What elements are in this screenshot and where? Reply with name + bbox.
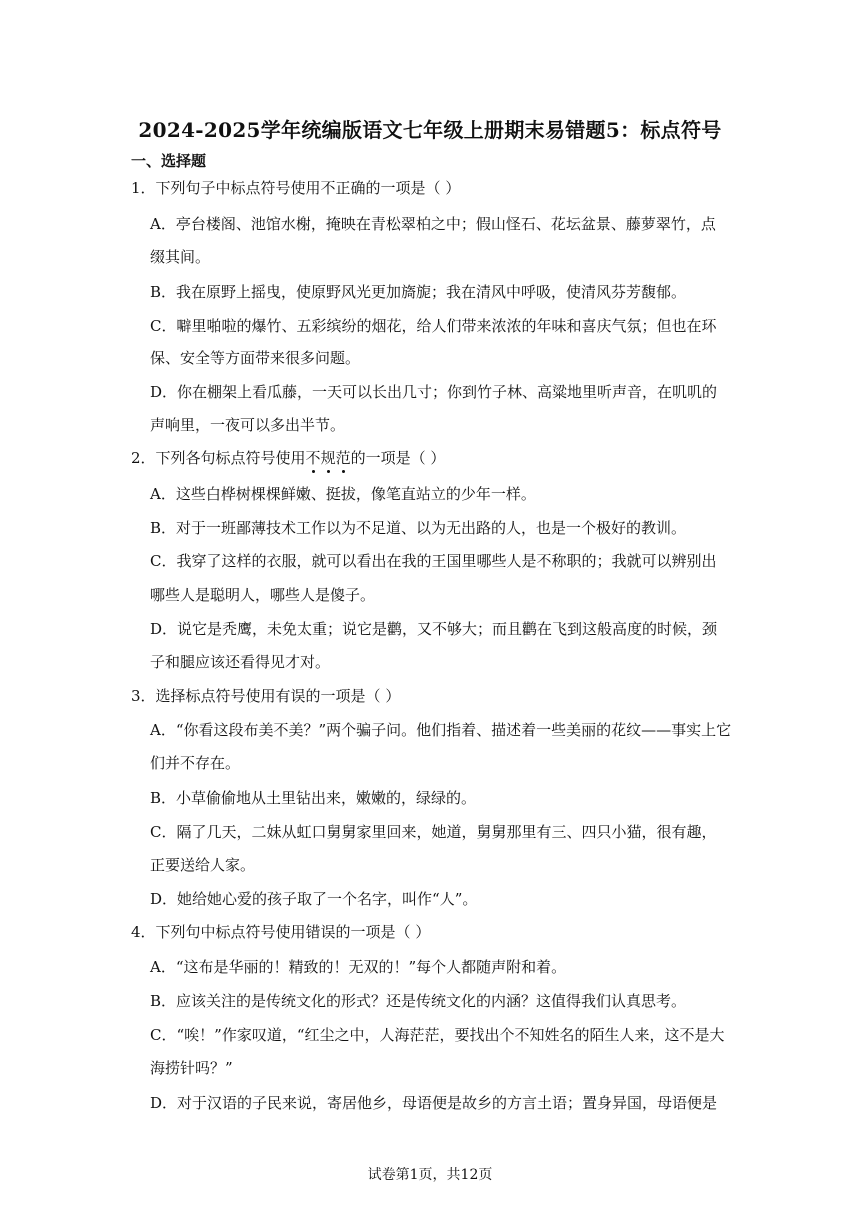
question-4-option-d: D．对于汉语的子民来说，寄居他乡，母语便是故乡的方言土语；置身异国，母语便是 (150, 1094, 718, 1112)
question-2-option-a: A．这些白桦树棵棵鲜嫩、挺拔，像笔直站立的少年一样。 (150, 485, 536, 503)
question-4-option-c: C．“唉！”作家叹道，“红尘之中，人海茫茫，要找出个不知姓名的陌生人来，这不是大 (150, 1026, 725, 1044)
question-4-option-b: B．应该关注的是传统文化的形式？还是传统文化的内涵？这值得我们认真思考。 (150, 992, 687, 1010)
question-2-stem-end: 的一项是（ ） (350, 449, 446, 467)
question-2-option-b: B．对于一班鄙薄技术工作以为不足道、以为无出路的人，也是一个极好的教训。 (150, 519, 687, 537)
section-heading: 一、选择题 (131, 152, 207, 170)
question-1-option-b: B．我在原野上摇曳，使原野风光更加旖旎；我在清风中呼吸，使清风芬芳馥郁。 (150, 283, 687, 301)
question-4-option-c-cont: 海捞针吗？” (150, 1059, 233, 1077)
question-1-option-d-cont: 声响里，一夜可以多出半节。 (150, 416, 346, 434)
question-1-option-a-cont: 缀其间。 (150, 248, 211, 266)
question-2-option-d: D．说它是秃鹰，未免太重；说它是鹳，又不够大；而且鹳在飞到这般高度的时候，颈 (150, 620, 718, 638)
question-1-option-d: D．你在棚架上看瓜藤，一天可以长出几寸；你到竹子林、高粱地里听声音，在叽叽的 (150, 383, 718, 401)
question-3-option-d: D．她给她心爱的孩子取了一个名字，叫作“人”。 (150, 890, 478, 908)
question-1-stem: 1．下列句子中标点符号使用不正确的一项是（ ） (131, 179, 461, 197)
question-4-stem: 4．下列句中标点符号使用错误的一项是（ ） (131, 923, 431, 941)
question-1-option-c-cont: 保、安全等方面带来很多问题。 (150, 349, 361, 367)
emphasis-char: 不 (305, 449, 321, 467)
question-2-stem-start: 2．下列各句标点符号使用 (131, 449, 306, 467)
question-4-option-a: A．“这布是华丽的！精致的！无双的！”每个人都随声附和着。 (150, 958, 567, 976)
page-title: 2024-2025学年统编版语文七年级上册期末易错题5：标点符号 (138, 118, 722, 142)
question-3-option-b: B．小草偷偷地从土里钻出来，嫩嫩的，绿绿的。 (150, 789, 477, 807)
question-2-stem (131, 448, 445, 468)
emphasis-char: 范 (335, 449, 351, 467)
question-3-option-a-cont: 们并不存在。 (150, 754, 241, 772)
page-footer: 试卷第1页，共12页 (367, 1167, 493, 1183)
question-3-option-a: A．“你看这段布美不美？”两个骗子问。他们指着、描述着一些美丽的花纹——事实上它 (150, 721, 732, 739)
question-1-option-a: A．亭台楼阁、池馆水榭，掩映在青松翠柏之中；假山怪石、花坛盆景、藤萝翠竹，点 (150, 215, 716, 233)
question-3-option-c-cont: 正要送给人家。 (150, 856, 256, 874)
question-3-stem: 3．选择标点符号使用有误的一项是（ ） (131, 687, 401, 705)
question-1-option-c: C．噼里啪啦的爆竹、五彩缤纷的烟花，给人们带来浓浓的年味和喜庆气氛；但也在环 (150, 317, 717, 335)
question-3-option-c: C．隔了几天，二妹从虹口舅舅家里回来，她道，舅舅那里有三、四只小猫，很有趣， (150, 823, 717, 841)
emphasis-char: 规 (320, 449, 336, 467)
question-2-option-d-cont: 子和腿应该还看得见才对。 (150, 653, 331, 671)
question-2-option-c: C．我穿了这样的衣服，就可以看出在我的王国里哪些人是不称职的；我就可以辨别出 (150, 552, 717, 570)
question-2-option-c-cont: 哪些人是聪明人，哪些人是傻子。 (150, 586, 376, 604)
